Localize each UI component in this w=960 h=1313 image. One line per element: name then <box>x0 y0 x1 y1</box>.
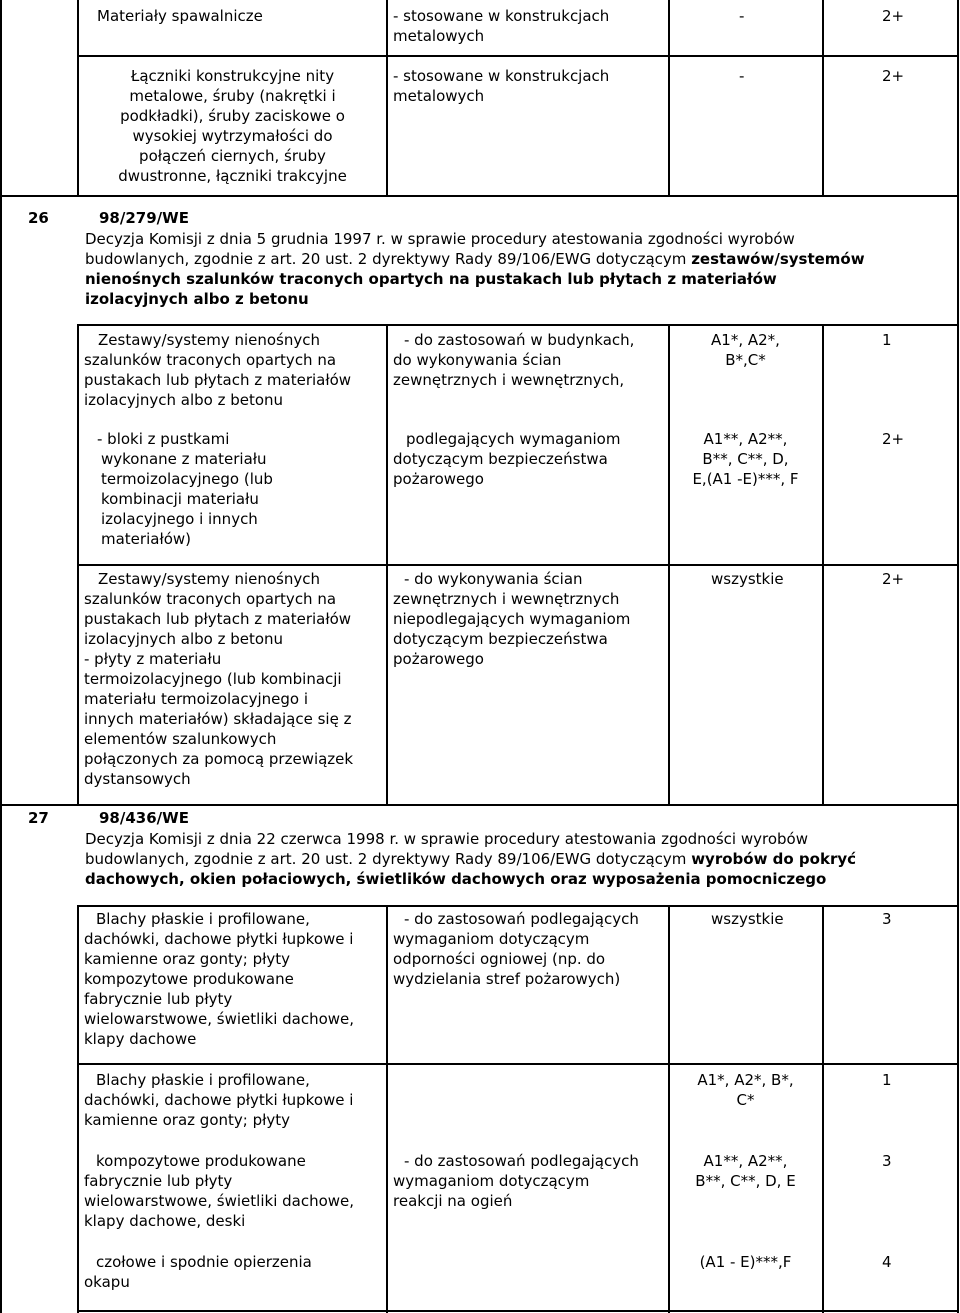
text-line: zewnętrznych i wewnętrznych <box>393 590 620 608</box>
text-line: niepodlegających wymaganiom <box>393 610 631 628</box>
product-name-cell <box>84 1151 354 1231</box>
product-name-cell <box>84 909 354 1049</box>
text-line: innych materiałów) składające się z <box>84 710 352 728</box>
column-divider <box>386 905 388 1313</box>
text-line: wydzielania stref pożarowych) <box>393 970 621 988</box>
row-divider <box>77 905 958 907</box>
text-line: połączonych za pomocą przewiązek <box>84 750 354 768</box>
text-line: reakcji na ogień <box>393 1192 513 1210</box>
directive-code: 98/279/WE <box>99 209 189 227</box>
intended-use-cell <box>393 66 609 106</box>
text-line: B*,C* <box>725 351 766 369</box>
text-line: A1**, A2**, <box>703 1152 788 1170</box>
intended-use-cell <box>393 909 639 989</box>
text-line: - do zastosowań w budynkach, <box>404 331 635 349</box>
text-line: 2+ <box>882 67 905 85</box>
text-line: dachówki, dachowe płytki łupkowe i <box>84 1091 354 1109</box>
text-line: pustakach lub płytach z materiałów <box>84 371 352 389</box>
table-left-border <box>0 0 2 1313</box>
text-line: pożarowego <box>393 470 484 488</box>
bold-text: wyrobów do pokryć <box>691 850 857 868</box>
class-cell <box>669 1070 822 1110</box>
row-divider <box>77 1063 958 1065</box>
class-cell <box>711 909 784 929</box>
text-line: elementów szalunkowych <box>84 730 277 748</box>
text-line: kamienne oraz gonty; płyty <box>84 950 291 968</box>
table-bottom-border <box>77 1310 958 1312</box>
text-line: materiału termoizolacyjnego i <box>84 690 309 708</box>
text-line: 1 <box>882 331 892 349</box>
intended-use-cell <box>393 429 620 489</box>
text-line: kompozytowe produkowane <box>96 1152 306 1170</box>
bold-text: zestawów/systemów <box>691 250 865 268</box>
class-cell <box>669 1151 822 1191</box>
intended-use-cell <box>393 1151 639 1211</box>
section-number: 27 <box>28 809 49 827</box>
product-name-cell <box>84 330 351 410</box>
row-divider <box>0 804 958 806</box>
product-name-cell <box>84 569 353 789</box>
text-line: dachówki, dachowe płytki łupkowe i <box>84 930 354 948</box>
text-line: B**, C**, D, E <box>695 1172 796 1190</box>
text-line: - do zastosowań podlegających <box>404 1152 639 1170</box>
text-line: izolacyjnego i innych <box>101 510 258 528</box>
text-line: - stosowane w konstrukcjach <box>393 7 610 25</box>
text-line: wszystkie <box>711 910 784 928</box>
text-line: wymaganiom dotyczącym <box>393 930 590 948</box>
text-line: Decyzja Komisji z dnia 22 czerwca 1998 r. w sprawie procedury atestowania zgodności wyrobów <box>85 830 808 848</box>
text-line: dotyczącym bezpieczeństwa <box>393 630 608 648</box>
text-line: podlegających wymaganiom <box>406 430 621 448</box>
product-name-cell <box>84 1070 353 1130</box>
class-cell <box>739 66 744 86</box>
text-line: - do zastosowań podlegających <box>404 910 639 928</box>
text-line: do wykonywania ścian <box>393 351 562 369</box>
text-line: - do wykonywania ścian <box>404 570 583 588</box>
text-line: 1 <box>882 1071 892 1089</box>
text-line: (A1 - E)***,F <box>699 1253 792 1271</box>
text-line: C* <box>736 1091 755 1109</box>
directive-code: 98/436/WE <box>99 809 189 827</box>
section-description <box>85 829 957 889</box>
class-cell <box>669 1252 822 1272</box>
text-line: Zestawy/systemy nienośnych <box>98 570 321 588</box>
section-number: 26 <box>28 209 49 227</box>
text-line: Materiały spawalnicze <box>97 7 263 25</box>
row-divider <box>0 195 958 197</box>
text-line: - <box>739 67 745 85</box>
text-line: - stosowane w konstrukcjach <box>393 67 610 85</box>
text-line: kompozytowe produkowane <box>84 970 294 988</box>
text-line: materiałów) <box>101 530 191 548</box>
system-cell <box>882 1151 892 1171</box>
text-line: 3 <box>882 1152 892 1170</box>
text-line: dystansowych <box>84 770 191 788</box>
row-divider <box>77 55 958 57</box>
text-run: budowlanych, zgodnie z art. 20 ust. 2 dyrektywy Rady 89/106/EWG dotyczącym <box>85 250 692 268</box>
text-line: izolacyjnych albo z betonu <box>85 290 309 308</box>
text-line: E,(A1 -E)***, F <box>692 470 799 488</box>
column-divider <box>822 0 824 195</box>
text-line: kamienne oraz gonty; płyty <box>84 1111 291 1129</box>
text-line: fabrycznie lub płyty <box>84 990 233 1008</box>
column-divider <box>668 0 670 195</box>
intended-use-cell <box>393 6 609 46</box>
text-line: dachowych, okien połaciowych, świetlików dachowych oraz wyposażenia pomocniczego <box>85 870 827 888</box>
text-line: wykonane z materiału <box>101 450 267 468</box>
column-divider <box>822 905 824 1313</box>
text-line: - bloki z pustkami <box>97 430 230 448</box>
system-cell <box>882 66 904 86</box>
text-run: budowlanych, zgodnie z art. 20 ust. 2 dyrektywy Rady 89/106/EWG dotyczącym <box>85 850 692 868</box>
class-cell <box>711 569 784 589</box>
system-cell <box>882 429 904 449</box>
text-line: - płyty z materiału <box>84 650 222 668</box>
system-cell <box>882 909 892 929</box>
system-cell <box>882 1070 892 1090</box>
intended-use-cell <box>393 330 634 390</box>
row-divider <box>77 324 958 326</box>
text-line: 2+ <box>882 7 905 25</box>
intended-use-cell <box>393 569 630 669</box>
text-line: fabrycznie lub płyty <box>84 1172 233 1190</box>
text-line: dwustronne, łączniki trakcyjne <box>118 167 347 185</box>
class-cell <box>669 330 822 370</box>
class-cell <box>739 6 744 26</box>
column-divider <box>386 0 388 195</box>
text-line: pustakach lub płytach z materiałów <box>84 610 352 628</box>
text-line: wszystkie <box>711 570 784 588</box>
row-divider <box>77 564 958 566</box>
text-line: A1*, A2*, <box>711 331 780 349</box>
text-line: termoizolacyjnego (lub kombinacji <box>84 670 342 688</box>
text-line: klapy dachowe <box>84 1030 197 1048</box>
text-line <box>85 249 957 269</box>
text-line: czołowe i spodnie opierzenia <box>96 1253 312 1271</box>
text-line: wielowarstwowe, świetliki dachowe, <box>84 1010 355 1028</box>
class-cell <box>669 429 822 489</box>
text-line: pożarowego <box>393 650 484 668</box>
text-line: Blachy płaskie i profilowane, <box>96 1071 310 1089</box>
system-cell <box>882 330 892 350</box>
text-line: Łączniki konstrukcyjne nity <box>130 67 335 85</box>
text-line: A1*, A2*, B*, <box>697 1071 794 1089</box>
product-name-cell <box>97 429 273 549</box>
section-description <box>85 229 957 309</box>
system-cell <box>882 6 904 26</box>
text-line: dotyczącym bezpieczeństwa <box>393 450 608 468</box>
text-line: odporności ogniowej (np. do <box>393 950 606 968</box>
text-line: 2+ <box>882 570 905 588</box>
product-name-cell <box>84 1252 312 1292</box>
text-line: izolacyjnych albo z betonu <box>84 630 284 648</box>
column-divider <box>77 905 79 1313</box>
table-right-border <box>957 0 959 1313</box>
text-line: połączeń ciernych, śruby <box>139 147 326 165</box>
text-line: metalowych <box>393 27 485 45</box>
text-line: zewnętrznych i wewnętrznych, <box>393 371 625 389</box>
text-line: okapu <box>84 1273 130 1291</box>
product-name-cell <box>97 6 263 26</box>
text-line: 2+ <box>882 430 905 448</box>
text-line: metalowe, śruby (nakrętki i <box>129 87 336 105</box>
text-line: B**, C**, D, <box>702 450 789 468</box>
text-line <box>85 849 957 869</box>
text-line: szalunków traconych opartych na <box>84 351 337 369</box>
text-line: wielowarstwowe, świetliki dachowe, <box>84 1192 355 1210</box>
text-line: - <box>739 7 745 25</box>
product-name-cell <box>79 66 386 186</box>
text-line: klapy dachowe, deski <box>84 1212 246 1230</box>
text-line: Blachy płaskie i profilowane, <box>96 910 310 928</box>
text-line: 4 <box>882 1253 892 1271</box>
text-line: wysokiej wytrzymałości do <box>132 127 333 145</box>
text-line: szalunków traconych opartych na <box>84 590 337 608</box>
text-line: wymaganiom dotyczącym <box>393 1172 590 1190</box>
text-line: izolacyjnych albo z betonu <box>84 391 284 409</box>
text-line: termoizolacyjnego (lub <box>101 470 273 488</box>
text-line: Zestawy/systemy nienośnych <box>98 331 321 349</box>
text-line: A1**, A2**, <box>703 430 788 448</box>
system-cell <box>882 569 904 589</box>
text-line: metalowych <box>393 87 485 105</box>
system-cell <box>882 1252 892 1272</box>
text-line: nienośnych szalunków traconych opartych na pustakach lub płytach z materiałów <box>85 270 777 288</box>
text-line: 3 <box>882 910 892 928</box>
text-line: Decyzja Komisji z dnia 5 grudnia 1997 r. w sprawie procedury atestowania zgodności wyrobów <box>85 230 795 248</box>
text-line: podkładki), śruby zaciskowe o <box>120 107 345 125</box>
text-line: kombinacji materiału <box>101 490 259 508</box>
